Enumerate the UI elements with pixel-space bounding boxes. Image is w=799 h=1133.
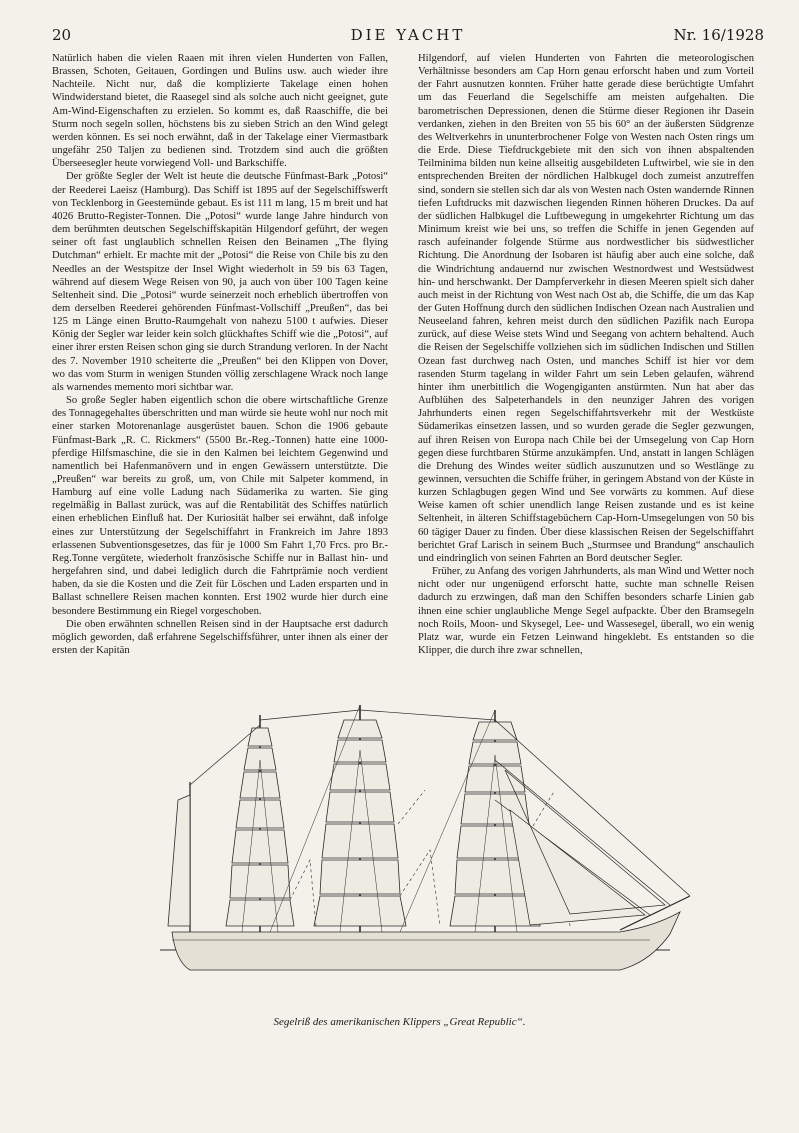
issue-number: Nr. 16/1928 <box>673 26 764 44</box>
paragraph: Die oben erwähnten schnellen Reisen sind in der Hauptsache erst dadurch möglich geworden, daß erfahrene Segelschiffsführer, unter ihnen als einer der ersten der Kapitän <box>52 618 388 657</box>
ship-sail-plan-drawing <box>150 700 690 1000</box>
paragraph: Früher, zu Anfang des vorigen Jahrhunderts, als man Wind und Wetter noch nicht oder nur ungenügend erforscht hatte, suchte man schnelle Reisen dadurch zu erzwingen, daß man den Schiffen besonders scharfe Linien gab ihnen eine schier unglaubliche Menge Segel aufpackte. Über den Bramsegeln noch Roils, Moon- und Skysegel, Lee- und Wassesegel, überall, wo ein wenig Platz war, wurde ein Fetzen Leinwand hingeklebt. Es entstanden so die Klipper, die durch ihre zwar schnellen, <box>418 566 754 657</box>
page-header <box>52 26 764 46</box>
paragraph: Natürlich haben die vielen Raaen mit ihren vielen Hunderten von Fallen, Brassen, Schoten, Geitauen, Gordingen und Bulins usw. auch wieder ihre Nachteile. Nicht nur, daß die komplizierte Takelage einen hohen Windwiderstand bietet, die Raasegel sind als solche auch nicht geeignet, gute Am-Wind-Eigenschaften zu erzielen. So kommt es, daß Raaschiffe, die bei Sturm noch segeln sollen, höchstens bis zu sieben Strich an den Wind gelegt werden können. Es sei noch erwähnt, daß in der Takelage einer Viermastbark ungefähr 250 Taljen zu bedienen sind. Trotzdem sind auch die größten Überseesegler heute vorwiegend Voll- und Barkschiffe. <box>52 53 388 170</box>
paragraph: Hilgendorf, auf vielen Hunderten von Fahrten die meteorologischen Verhältnisse besonders am Cap Horn genau erforscht haben und zum Vorteil der Fahrt ausnutzen konnten. Früher hatte gerade diese berüchtigte Umfahrt um das Feuerland die Segelschiffe am meisten aufgehalten. Die barometrischen Depressionen, denen die Stürme dieser Regionen ihr Dasein verdanken, ziehen in den Breiten von 55 bis 60° an der äußersten Südgrenze des Weltverkehrs in ununterbrochener Folge von Westen nach Osten rings um die Erde. Diese Tiefdruckgebiete mit den sich von ihnen abspaltenden Teilminima bilden nun keine allseitig ausgebildeten Luftwirbel, wie sie in den entsprechenden Breiten der nördlichen Halbkugel doch zumeist anzutreffen sind, sondern sie stellen sich dar als von Westen nach Osten wandernde Rinnen tiefen Luftdrucks mit dazwischen liegenden Rinnen höheren Druckes. Da auf der südlichen Halbkugel die Luftbewegung in umgekehrter Richtung um das Minimum kreist wie bei uns, so treffen die Schiffe in jenen Gegenden auf rasch aufeinander folgende Stürme aus nordwestlicher bis südwestlicher Richtung. Die Anordnung der Isobaren ist häufig aber auch eine solche, daß die Windrichtung andauernd nur zwischen Westnordwest und Westsüdwest hin- und herschwankt. Der Dampferverkehr in diesen Meeren spielt sich daher auch meist in der Richtung von West nach Ost ab, die Schiffe, die um das Kap der Guten Hoffnung durch den südlichen Indischen Ozean nach Australien und Neuseeland fahren, kehren meist durch den südlichen Pazifik nach Europa zurück, auf diese Weise stets Wind und Seegang von achtern behaltend. Auch die Reisen der Segelschiffe vollziehen sich im südlichen Indischen und Stillen Ozean fast durchweg nach Osten, und manches Schiff ist hier vor dem rasenden Sturm tagelang in wilder Fahrt um sein Leben gelaufen, während hinter ihm unerbittlich die Wogengiganten anstürmten. Nun hat aber das Aufblühen des Salpeterhandels in den neunziger Jahren des vorigen Jahrhunderts einen regen Segelschiffahrtsverkehr mit der Westküste Südamerikas einsetzen lassen, und so wurden gerade die Segler gezwungen, auf ihren Reisen von Europa nach Chile bei der Umsegelung von Cap Horn gegen diese furchtbaren Stürme anzukämpfen. Und, anstatt in langen Schlägen die Drehung des Windes weiter südlich auszunutzen und so Westlänge zu gewinnen, versuchten die Schiffe früher, in geringem Abstand von der Küste in kurzen Schlagbugen gegen Wind und See vorwärts zu kommen. Auf diese Weise kamen oft schier unendlich lange Reisen zustande und es ist keine Seltenheit, in älteren Schiffstagebüchern Cap-Horn-Umsegelungen von 50 bis 60 tägiger Dauer zu finden. Über diese klassischen Reisen der Segelschiffahrt berichtet Graf Larisch in seinem Buch „Sturmsee und Brandung“ anschaulich und eindringlich von seinen Fahrten an Bord deutscher Segler. <box>418 53 754 564</box>
paragraph: So große Segler haben eigentlich schon die obere wirtschaftliche Grenze des Tonnagegehaltes überschritten und man würde sie heute wohl nur noch mit einer starken Motorenanlage ausgerüstet bauen. Schon die 1906 gebaute Fünfmast-Bark „R. C. Rickmers“ (5500 Br.-Reg.-Tonnen) hatte eine 1000-pferdige Hilfsmaschine, die sie in den Kalmen bei leichtem Gegenwind und namentlich bei Hafenmanövern und in engen Gewässern unterstützte. Die „Preußen“ war bereits zu groß, um, von Chile mit Salpeter kommend, in Hamburg auf eine volle Ladung nach Südamerika zu warten. Sie ging regelmäßig in Ballast zurück, was auf die Rentabilität des Schiffes natürlich einen erheblichen Einfluß hat. Der Kuriosität halber sei erwähnt, daß infolge eines zur Unterstützung der Segelschiffahrt in Frankreich im Jahre 1893 erlassenen Subventionsgesetzes, das für je 1000 Sm Fahrt 1,70 Frcs. pro Br.-Reg.Tonne vergütete, wiederholt französische Schiffe nur in Ballast hin- und hergefahren sind, und dabei lediglich durch die Fahrtprämie noch verdient haben, da sie die Kosten und die Zeit für Löschen und Laden ersparten und in Ballast schnellere Reisen machen konnten. Erst 1902 wurde hier durch eine besondere Bestimmung ein Riegel vorgeschoben. <box>52 395 388 617</box>
paragraph: Der größte Segler der Welt ist heute die deutsche Fünfmast-Bark „Potosi“ der Reederei Laeisz (Hamburg). Das Schiff ist 1895 auf der Segelschiffswerft von Tecklenborg in Geestemünde gebaut. Es ist 111 m lang, 15 m breit und hat 4026 Brutto-Register-Tonnen. Die „Potosi“ wurde lange Jahre hindurch von dem berühmten deutschen Segelschiffskapitän Hilgendorf geführt, der wegen seiner oft fast unglaublich schnellen Reisen den Beinamen „The flying Dutchman“ erhielt. Er machte mit der „Potosi“ die Reise von Chile bis zu den Needles an der Westspitze der Insel Wight wiederholt in 59 bis 63 Tagen, während auf diesem Wege Reisen von 90, ja auch von über 100 Tagen keine Seltenheit sind. Die „Potosi“ wurde seinerzeit noch erheblich übertroffen von dem derselben Reederei gehörenden Fünfmast-Vollschiff „Preußen“, das bei 125 m Länge einen Brutto-Raumgehalt von nahezu 5100 t aufwies. Dieser König der Segler war leider kein solch glückhaftes Schiff wie die „Potosi“, auf einer ihrer ersten Reisen schon ging sie durch Strandung verloren. In der Nacht des 7. November 1910 scheiterte die „Preußen“ bei den Klippen von Dover, wo das vom Sturm in wenigen Stunden völlig zerschlagene Wrack noch lange als warnendes memento mori sichtbar war. <box>52 171 388 393</box>
mizzen-sails <box>226 728 294 926</box>
spanker-sail <box>168 795 190 926</box>
magazine-title: DIE YACHT <box>350 26 466 44</box>
left-column <box>52 52 388 692</box>
right-column <box>418 52 754 692</box>
page-number: 20 <box>52 26 72 44</box>
figure-caption: Segelriß des amerikanischen Klippers „Great Republic“. <box>273 1016 526 1028</box>
